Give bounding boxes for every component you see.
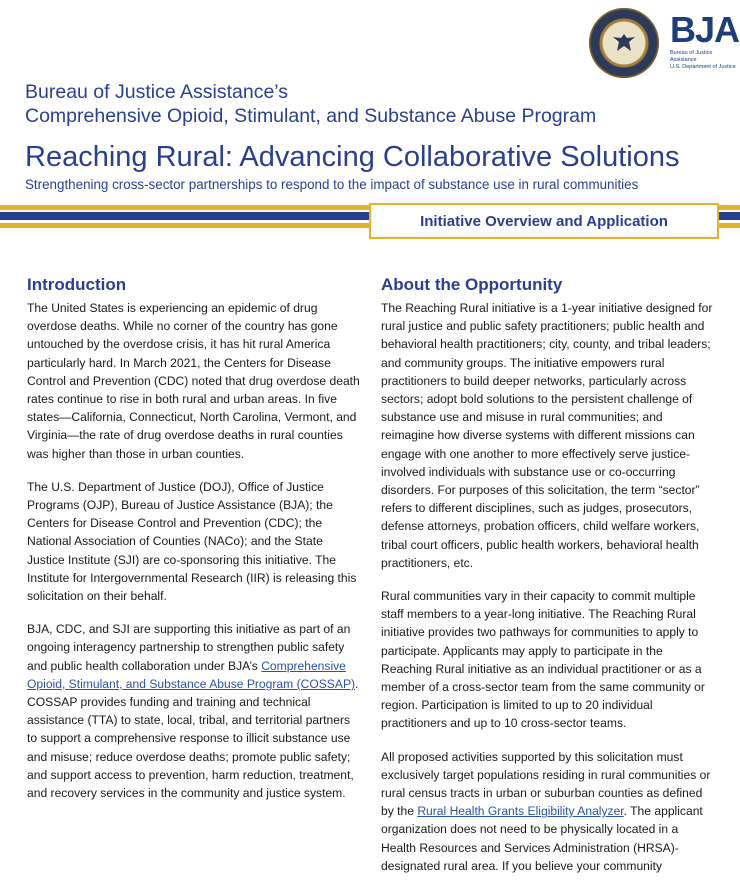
introduction-p3-post: . COSSAP provides funding and training and technical assistance (TTA) to state, local, tribal, and territorial partners to support a comprehensive response to illicit substance use and misuse; reduce overdose deaths; promote public safety; and support access to prevention, harm reduction, treatment, and recovery services in the community and justice system. <box>27 676 359 801</box>
about-paragraph-1: The Reaching Rural initiative is a 1-year initiative designed for rural justice and public safety practitioners; public health and behavioral health practitioners; city, county, and tribal leaders; and community groups. The initiative empowers rural practitioners to build deeper networks, particularly across sectors; adopt bold solutions to the persistent challenge of substance use and misuse in rural communities; and reimagine how diverse systems with different missions can engage with one another to more effectively serve justice-involved individuals with substance use or co-occurring disorders. For purposes of this solicitation, the term “sector” refers to different disciplines, such as judges, prosecutors, defense attorneys, probation officers, child welfare workers, tribal court officers, public health workers, behavioral health practitioners, etc. <box>381 301 713 570</box>
eligibility-analyzer-link[interactable]: Rural Health Grants Eligibility Analyzer <box>417 804 624 819</box>
bja-logo-line1: Bureau of Justice Assistance <box>670 50 713 63</box>
section-tag-label: Initiative Overview and Application <box>420 212 668 230</box>
introduction-paragraph-1: The United States is experiencing an epidemic of drug overdose deaths. While no corner of the country has gone untouched by the overdose crisis, it has hit rural America particularly hard. In March 2021, the Centers for Disease Control and Prevention (CDC) noted that drug overdose death rates continue to rise in both rural and urban areas. In five states—California, Connecticut, North Carolina, Vermont, and Virginia—the rate of drug overdose deaths in rural counties was higher than those in urban counties. <box>27 301 360 461</box>
cossap-link[interactable]: Comprehensive Opioid, Stimulant, and Substance Abuse Program (COSSAP) <box>27 658 356 691</box>
program-line-1: Bureau of Justice Assistance’s <box>25 81 289 103</box>
introduction-paragraph-2: The U.S. Department of Justice (DOJ), Office of Justice Programs (OJP), Bureau of Justice Assistance (BJA); the Centers for Disease Control and Prevention (CDC); the National Association of Counties (NACo); and the State Justice Institute (SJI) are co-sponsoring this initiative. The Institute for Intergovernmental Research (IIR) is releasing this solicitation on their behalf. <box>27 479 357 604</box>
eagle-icon <box>611 32 637 54</box>
about-paragraph-3 <box>381 748 716 875</box>
about-p3-pre: All proposed activities supported by this solicitation must exclusively target populations residing in rural communities or rural census tracts in urban or suburban counties as defined by the <box>381 749 711 819</box>
introduction-column <box>27 275 362 817</box>
introduction-heading: Introduction <box>27 275 127 294</box>
introduction-paragraph-3 <box>27 620 362 802</box>
program-name <box>25 80 645 128</box>
doj-seal <box>589 8 659 78</box>
page-title: Reaching Rural: Advancing Collaborative Solutions <box>25 141 680 173</box>
bja-logo-mark: BJA <box>670 9 740 50</box>
about-heading: About the Opportunity <box>381 275 563 294</box>
about-p3-post: . The applicant organization does not need to be physically located in a Health Resources and Services Administration (HRSA)-designated rural area. If you believe your community <box>381 804 703 873</box>
section-tag <box>369 203 719 239</box>
bja-logo-line2: U.S. Department of Justice <box>670 64 736 70</box>
about-paragraph-2: Rural communities vary in their capacity to commit multiple staff members to a year-long initiative. The Reaching Rural initiative provides two pathways for communities to apply to participate. Applicants may apply to participate in the Reaching Rural initiative as an individual practitioner or as a member of a cross-sector team from the same community or region. Participation is limited to up to 20 individual practitioners and up to 10 cross-sector teams. <box>381 589 705 731</box>
program-line-2: Comprehensive Opioid, Stimulant, and Substance Abuse Program <box>25 105 597 127</box>
page-subtitle: Strengthening cross-sector partnerships to respond to the impact of substance use in rural communities <box>25 177 639 192</box>
introduction-p3-pre: BJA, CDC, and SJI are supporting this initiative as part of an ongoing interagency partnership to strengthen public safety and public health collaboration under BJA’s <box>27 622 351 673</box>
bja-logo <box>670 9 740 71</box>
about-column <box>381 275 716 890</box>
